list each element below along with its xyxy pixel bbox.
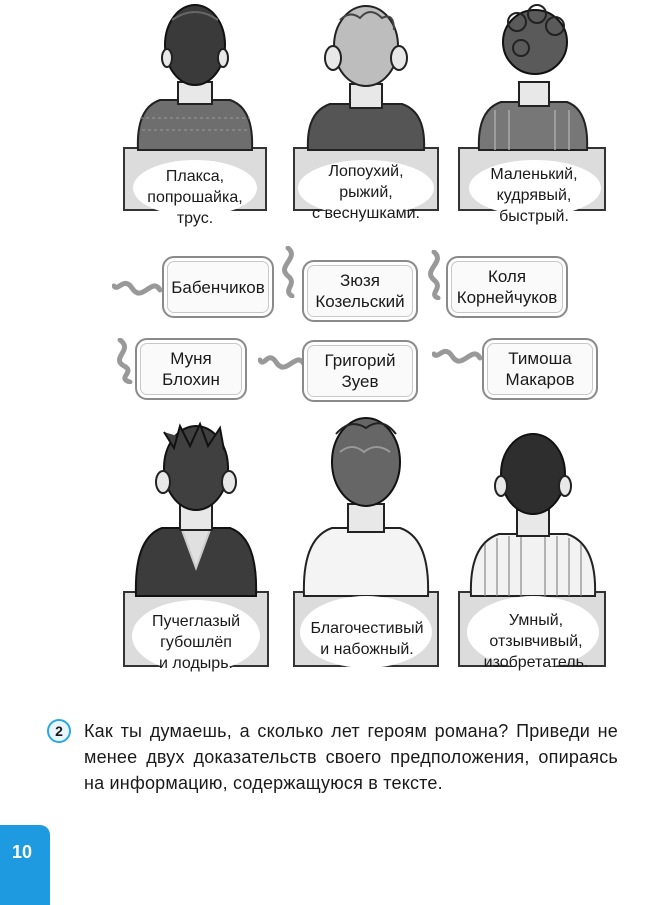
page-number: 10 bbox=[11, 842, 33, 862]
description-bottom-middle: Благочестивый и набожный. bbox=[310, 620, 424, 658]
page-number-tab bbox=[0, 825, 50, 905]
description-bottom-left: Пучеглазый губошлёп и лодырь. bbox=[151, 613, 241, 672]
description-top-right: Маленький, кудрявый, быстрый. bbox=[490, 166, 578, 225]
task-number-badge: 2 bbox=[47, 719, 71, 743]
name-card-grigory-zuev: Григорий Зуев bbox=[302, 340, 418, 402]
task-text: Как ты думаешь, а сколько лет героям романа? Приведи не менее двух доказательств своего предположения, опираясь на информацию, содержащуюся в тексте. bbox=[84, 721, 618, 793]
name-card-munya-blokhin: Муня Блохин bbox=[135, 338, 247, 400]
squiggle-connector bbox=[270, 246, 306, 298]
squiggle-connector bbox=[432, 340, 484, 380]
description-top-middle: Лопоухий, рыжий, с веснушками. bbox=[312, 163, 420, 222]
squiggle-connector bbox=[112, 272, 164, 312]
description-bottom-right: Умный, отзывчивый, изобретатель. bbox=[483, 612, 589, 671]
name-card-kolya-korneychukov: Коля Корнейчуков bbox=[446, 256, 568, 318]
squiggle-connector bbox=[258, 344, 308, 384]
name-card-timosha-makarov: Тимоша Макаров bbox=[482, 338, 598, 400]
description-top-left: Плакса, попрошайка, трус. bbox=[147, 168, 243, 227]
name-card-zyuzya-kozelsky: Зюзя Козельский bbox=[302, 260, 418, 322]
name-card-babenchikov: Бабенчиков bbox=[162, 256, 274, 318]
